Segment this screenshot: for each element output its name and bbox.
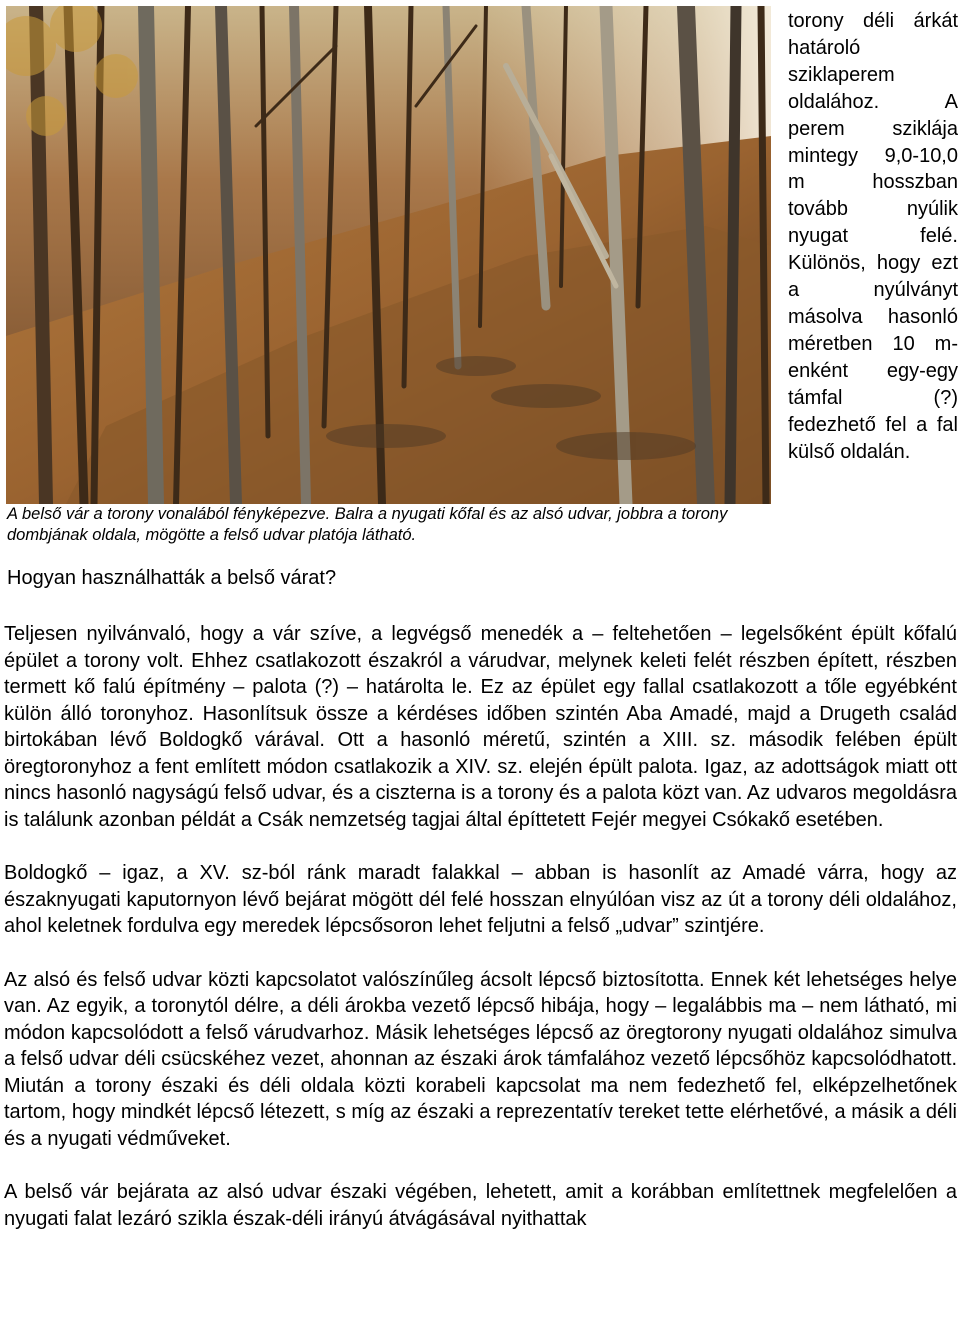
paragraph-3: Az alsó és felső udvar közti kapcsolatot valószínűleg ácsolt lépcső biztosította. Ennek két lehetséges helye van. Az egyik, a toronytól délre, a déli árokba vezető lépcső hibája, hogy – legalábbis ma – nem látható, mi módon kapcsolódott a felső várudvarhoz. Másik lehetséges lépcső az öregtorony nyugati oldalához simulva a felső udvar déli csücskéhez vezet, ahonnan az északi árok támfalához vezető lépcsőhöz kapcsolódhatott. Miután a torony északi és déli oldala közti korabeli kapcsolat ma nem fedezhető fel, elképzelhetőnek tartom, hogy mindkét lépcső létezett, s míg az északi a reprezentatív tereket tette elérhetővé, a másik a déli és a nyugati védműveket. (4, 968, 957, 1150)
paragraph-1: Teljesen nyilvánvaló, hogy a vár szíve, a legvégső menedék a – feltehetően – legelsőként épült kőfalú épület a torony volt. Ehhez csatlakozott északról a várudvar, melynek keleti felét részben épített, részben termett kő falú építmény – palota (?) – határolta le. Ez az épület egy fallal csatlakozott a tőle egyébként külön álló toronyhoz. Hasonlítsuk össze a kérdéses időben szintén Aba Amadé, majd a Drugeth család birtokában lévő Boldogkő várával. Ott a hasonló méretű, szintén a XIII. sz. második felében épült öregtoronyhoz a fent említett módon csatlakozik a XIV. sz. elején épült palota. Igaz, az adottságok miatt ott nincs hasonló nagyságú felső udvar, és a ciszterna is a torony és a palota közt van. Az udvaros megoldásra is találunk azonban példát a Csák nemzetség tagjai által építtetett Fejér megyei Csókakő esetében. (4, 623, 957, 831)
forest-photo (6, 6, 771, 504)
paragraph-4: A belső vár bejárata az alsó udvar északi végében, lehetett, amit a korábban említettnek megfelelően a nyugati falat lezáró szikla észak-déli irányú átvágásával nyithattak (4, 1181, 957, 1230)
side-paragraph: torony déli árkát határoló sziklaperem oldalához. A perem sziklája mintegy 9,0-10,0 m hosszban tovább nyúlik nyugat felé. Különös, hogy ezt a nyúlványt másolva hasonló méretben 10 m-enként egy-egy támfal (?) fedezhető fel a fal külső oldalán. (788, 10, 958, 463)
section-heading: Hogyan használhatták a belső várat? (7, 567, 337, 589)
forest-slope-photo-icon (6, 6, 771, 504)
body-text (4, 621, 957, 1259)
paragraph-2: Boldogkő – igaz, a XV. sz-ból ránk maradt falakkal – abban is hasonlít az Amadé várra, hogy az északnyugati kaputornyon lévő bejárat mögött dél felé hosszan elnyúlóan visz az út a torony déli oldalához, ahol keletnek fordulva egy meredek lépcsősoron lehet feljutni a felső „udvar” szintjére. (4, 862, 957, 937)
photo-caption: A belső vár a torony vonalából fényképezve. Balra a nyugati kőfal és az alsó udvar, jobbra a torony dombjának oldala, mögötte a felső udvar platója látható. (7, 505, 728, 544)
